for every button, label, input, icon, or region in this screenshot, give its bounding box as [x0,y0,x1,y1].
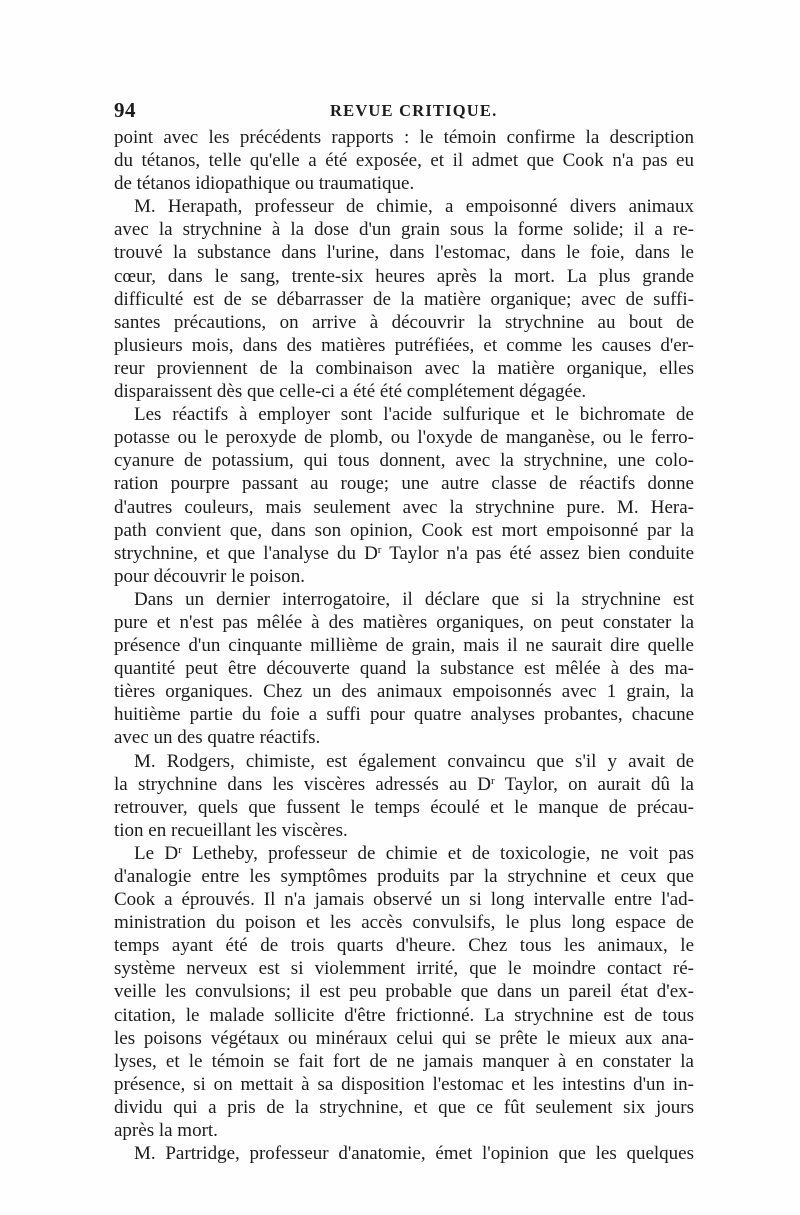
text-line: Cook a éprouvés. Il n'a jamais observé un si long intervalle entre l'ad- [114,889,694,911]
text-segment: Le D [134,842,179,864]
text-line: plusieurs mois, dans des matières putréfiées, et comme les causes d'er- [114,334,694,356]
text-line: ration pourpre passant au rouge; une autre classe de réactifs donne [114,473,694,495]
running-head [114,98,694,124]
text-segment: la strychnine dans les viscères adressés au D [114,773,491,795]
text-line: cœur, dans le sang, trente-six heures après la mort. La plus grande [114,265,694,287]
text-line: tières organiques. Chez un des animaux empoisonnés avec 1 grain, la [114,681,694,703]
text-line: retrouver, quels que fussent le temps écoulé et le manque de précau- [114,796,694,818]
superscript: r [490,774,495,787]
text-line: path convient que, dans son opinion, Cook est mort empoisonné par la [114,519,694,541]
text-line: M. Rodgers, chimiste, est également convaincu que s'il y avait de [134,750,694,772]
text-line: trouvé la substance dans l'urine, dans l'estomac, dans le foie, dans le [114,242,694,264]
text-line [114,773,694,796]
text-line: potasse ou le peroxyde de plomb, ou l'oxyde de manganèse, ou le ferro- [114,427,694,449]
text-line: Les réactifs à employer sont l'acide sulfurique et le bichromate de [134,404,694,426]
text-line: de tétanos idiopathique ou traumatique. [114,173,415,195]
text-line: Dans un dernier interrogatoire, il déclare que si la strychnine est [134,588,694,610]
text-segment: Taylor, on aurait dû la [494,773,694,795]
superscript: r [377,543,382,556]
text-line: système nerveux est si violemment irrité, que le moindre contact ré- [114,958,694,980]
text-line: d'analogie entre les symptômes produits par la strychnine et ceux que [114,866,694,887]
text-line: huitième partie du foie a suffi pour quatre analyses probantes, chacune [114,704,694,726]
text-line: veille les convulsions; il est peu probable que dans un pareil état d'ex- [114,981,694,1003]
text-line: pure et n'est pas mêlée à des matières organiques, on peut constater la [114,611,694,633]
text-line: santes précautions, on arrive à découvrir la strychnine au bout de [114,311,694,333]
text-line: présence d'un cinquante millième de grain, mais il ne saurait dire quelle [114,635,694,657]
text-line: citation, le malade sollicite d'être frictionné. La strychnine est de tous [114,1004,694,1026]
text-segment: Taylor n'a pas été assez bien conduite [381,542,694,564]
text-line: cyanure de potassium, qui tous donnent, avec la strychnine, une colo- [114,450,694,472]
text-line: dividu qui a pris de la strychnine, et que ce fût seulement six jours [114,1096,694,1118]
text-line: avec un des quatre réactifs. [114,727,321,749]
text-line: avec la strychnine à la dose d'un grain sous la forme solide; il a re- [114,219,694,241]
text-line: présence, si on mettait à sa disposition l'estomac et les intestins d'un in- [114,1073,694,1095]
text-line: tion en recueillant les viscères. [114,819,348,841]
superscript: r [178,843,182,856]
text-line [114,842,694,865]
text-line: reur proviennent de la combinaison avec la matière organique, elles [114,357,694,379]
text-line: difficulté est de se débarrasser de la matière organique; avec de suffi- [114,288,694,310]
text-line: d'autres couleurs, mais seulement avec la strychnine pure. M. Hera- [114,496,694,518]
text-line: quantité peut être découverte quand la substance est mêlée à des ma- [114,658,694,680]
text-line: point avec les précédents rapports : le témoin confirme la description [114,127,694,148]
text-line: après la mort. [114,1120,218,1142]
text-segment: strychnine, et que l'analyse du D [114,542,378,564]
text-segment: Letheby, professeur de chimie et de toxicologie, ne voit pas [181,842,695,864]
text-line: disparaissent dès que celle-ci a été été complétement dégagée. [114,381,587,403]
text-line: pour découvrir le poison. [114,565,306,587]
running-title: REVUE CRITIQUE. [330,101,498,120]
page-number: 94 [114,98,136,122]
text-line: temps ayant été de trois quarts d'heure. Chez tous les animaux, le [114,935,694,957]
text-line: les poisons végétaux ou minéraux celui qui se prête le mieux aux ana- [114,1027,694,1049]
body-text [114,126,694,1165]
text-line: M. Herapath, professeur de chimie, a empoisonné divers animaux [134,196,694,218]
text-line [114,542,694,565]
text-line: du tétanos, telle qu'elle a été exposée, et il admet que Cook n'a pas eu [114,150,694,172]
text-line: M. Partridge, professeur d'anatomie, émet l'opinion que les quelques [134,1143,694,1165]
text-line: lyses, et le témoin se fait fort de ne jamais manquer à en constater la [114,1050,694,1072]
text-line: ministration du poison et les accès convulsifs, le plus long espace de [114,912,694,934]
